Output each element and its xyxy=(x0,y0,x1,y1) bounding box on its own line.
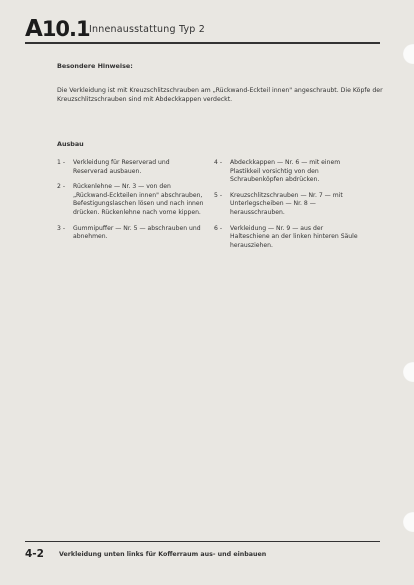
notes-body: Die Verkleidung ist mit Kreuzschlitzschrauben am „Rückwand-Eckteil innen" angeschraubt. Die Köpfe der Kreuzschlitzschrauben sind mit Abdeckkappen verdeckt. xyxy=(57,87,383,103)
step-text: Verkleidung — Nr. 9 — aus der Halteschiene an der linken hinteren Säule herausziehen. xyxy=(230,224,358,249)
section-code xyxy=(25,17,90,41)
step-number: 5 - xyxy=(214,191,223,199)
list-item xyxy=(57,159,205,176)
step-text: Abdeckkappen — Nr. 6 — mit einem Plastikkeil vorsichtig von den Schraubenköpfen abdrücken. xyxy=(230,159,341,184)
step-number: 1 - xyxy=(57,159,66,166)
removal-steps-left xyxy=(57,159,205,249)
removal-heading: Ausbau xyxy=(57,140,84,148)
page-number: 4-2 xyxy=(25,548,44,560)
notes-heading: Besondere Hinweise: xyxy=(57,62,133,70)
step-number: 4 - xyxy=(214,159,223,166)
step-number: 3 - xyxy=(57,224,66,232)
footer-caption: Verkleidung unten links für Kofferraum aus- und einbauen xyxy=(59,551,267,558)
step-text: Gummipuffer — Nr. 5 — abschrauben und abnehmen. xyxy=(73,224,201,241)
list-item xyxy=(214,192,362,218)
step-text: Verkleidung für Reserverad und Reserverad ausbauen. xyxy=(73,159,170,175)
page-header xyxy=(25,16,355,42)
removal-steps-right xyxy=(214,159,362,257)
step-number: 6 - xyxy=(214,224,223,232)
list-item xyxy=(214,225,362,251)
section-title: Innenausstattung Typ 2 xyxy=(89,24,205,35)
section-code-prefix: A xyxy=(25,16,42,42)
list-item xyxy=(57,225,205,242)
section-code-number: 10.1 xyxy=(41,17,90,41)
punch-hole xyxy=(403,512,414,532)
footer-rule xyxy=(25,541,380,542)
step-text: Rückenlehne — Nr. 3 — von den „Rückwand-Eckteilen innen" abschrauben, Befestigungslaschen lösen und nach innen drücken. Rückenlehne nach vorne kippen. xyxy=(73,183,204,216)
list-item xyxy=(57,183,205,217)
punch-hole xyxy=(403,44,414,64)
step-number: 2 - xyxy=(57,183,66,191)
punch-hole xyxy=(403,362,414,382)
step-text: Kreuzschlitzschrauben — Nr. 7 — mit Unterlegscheiben — Nr. 8 — herausschrauben. xyxy=(230,191,343,216)
header-rule xyxy=(25,42,380,44)
list-item xyxy=(214,159,362,185)
